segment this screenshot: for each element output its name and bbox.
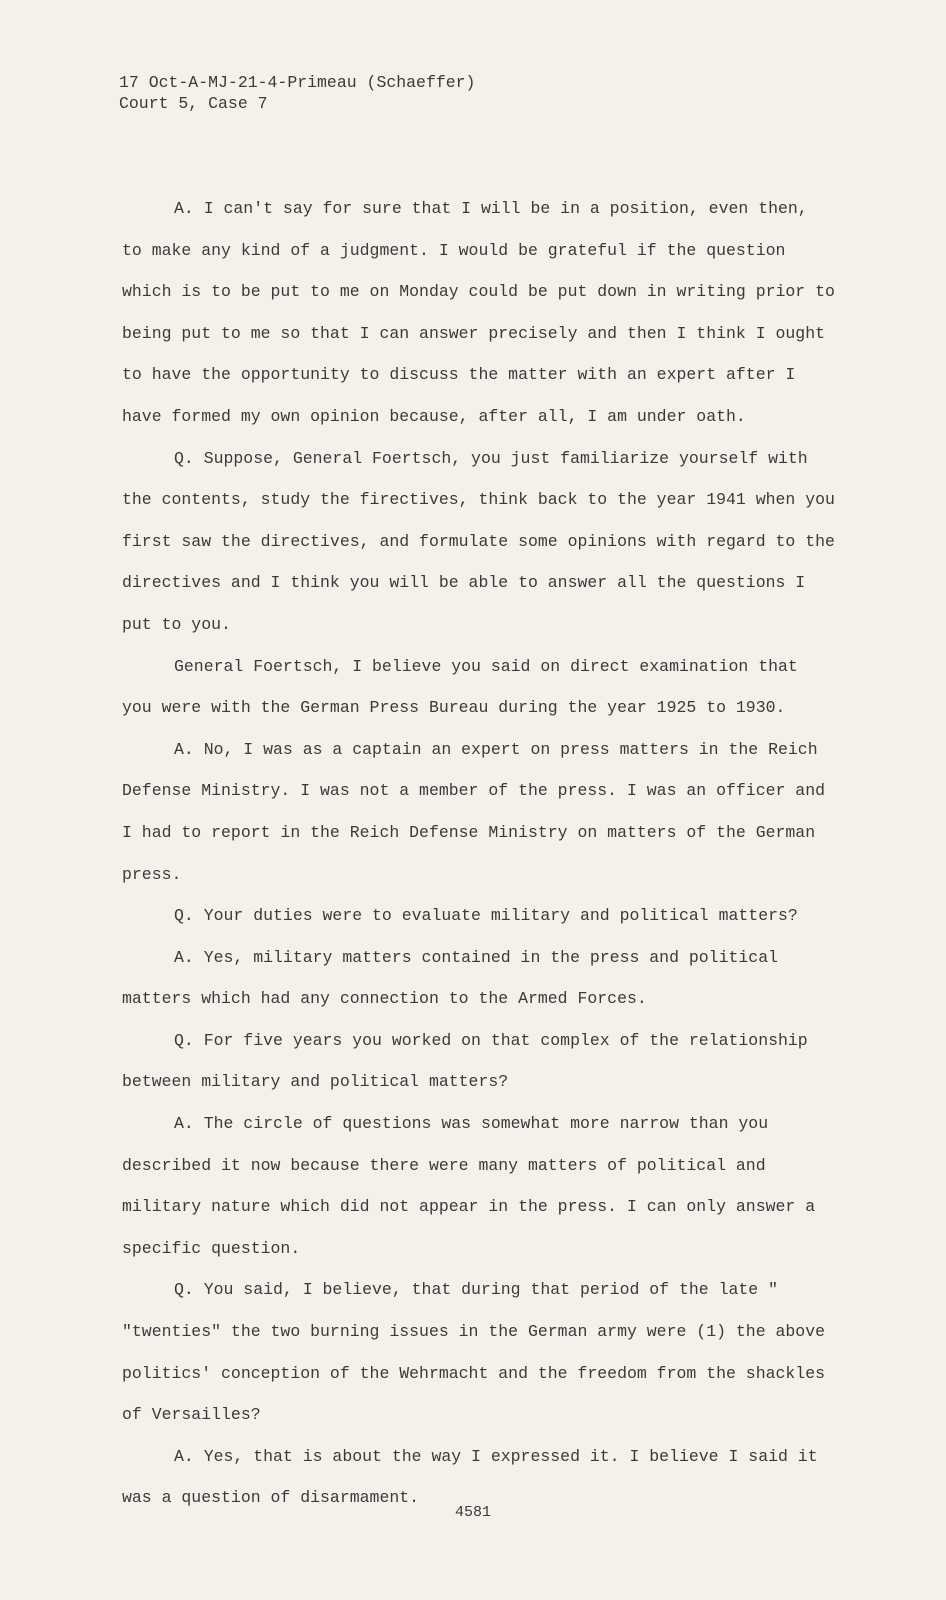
paragraph-question-twenties: Q. You said, I believe, that during that period of the late " "twenties" the two burning issues in the German army were (1) the above politics' conception of the Wehrmacht and the freedom from the shackles of Versailles?: [122, 1280, 826, 1425]
transcript-body: [122, 188, 837, 1519]
paragraph-answer-disarmament: A. Yes, that is about the way I expressed it. I believe I said it was a question of disarmament.: [122, 1446, 818, 1508]
page-number: 4581: [454, 1504, 491, 1521]
header-reference-line: 17 Oct-A-MJ-21-4-Primeau (Schaeffer): [119, 73, 476, 92]
paragraph-answer-circle: A. The circle of questions was somewhat more narrow than you described it now because there were many matters of political and military nature which did not appear in the press. I can only answer a specific question.: [122, 1114, 816, 1258]
paragraph-question-five-years: Q. For five years you worked on that complex of the relationship between military and political matters?: [122, 1030, 808, 1092]
document-header: [119, 72, 475, 114]
paragraph-press-bureau: General Foertsch, I believe you said on direct examination that you were with the German Press Bureau during the year 1925 to 1930.: [122, 656, 798, 718]
paragraph-answer-captain: A. No, I was as a captain an expert on press matters in the Reich Defense Ministry. I was not a member of the press. I was an officer and I had to report in the Reich Defense Ministry on matters of the German press.: [122, 739, 826, 884]
paragraph-question-duties: Q. Your duties were to evaluate military and political matters?: [174, 906, 798, 926]
paragraph-answer-judgment: A. I can't say for sure that I will be in a position, even then, to make any kind of a judgment. I would be grateful if the question which is to be put to me on Monday could be put down in writing prior to being put to me so that I can answer precisely and then I think I ought to have the opportunity to discuss the matter with an expert after I have formed my own opinion because, after all, I am under oath.: [122, 199, 835, 426]
header-court-case-line: Court 5, Case 7: [119, 94, 268, 113]
paragraph-answer-military-matters: A. Yes, military matters contained in the press and political matters which had any connection to the Armed Forces.: [122, 947, 778, 1009]
paragraph-question-familiarize: Q. Suppose, General Foertsch, you just familiarize yourself with the contents, study the firectives, think back to the year 1941 when you first saw the directives, and formulate some opinions with regard to the directives and I think you will be able to answer all the questions I put to you.: [122, 448, 835, 634]
